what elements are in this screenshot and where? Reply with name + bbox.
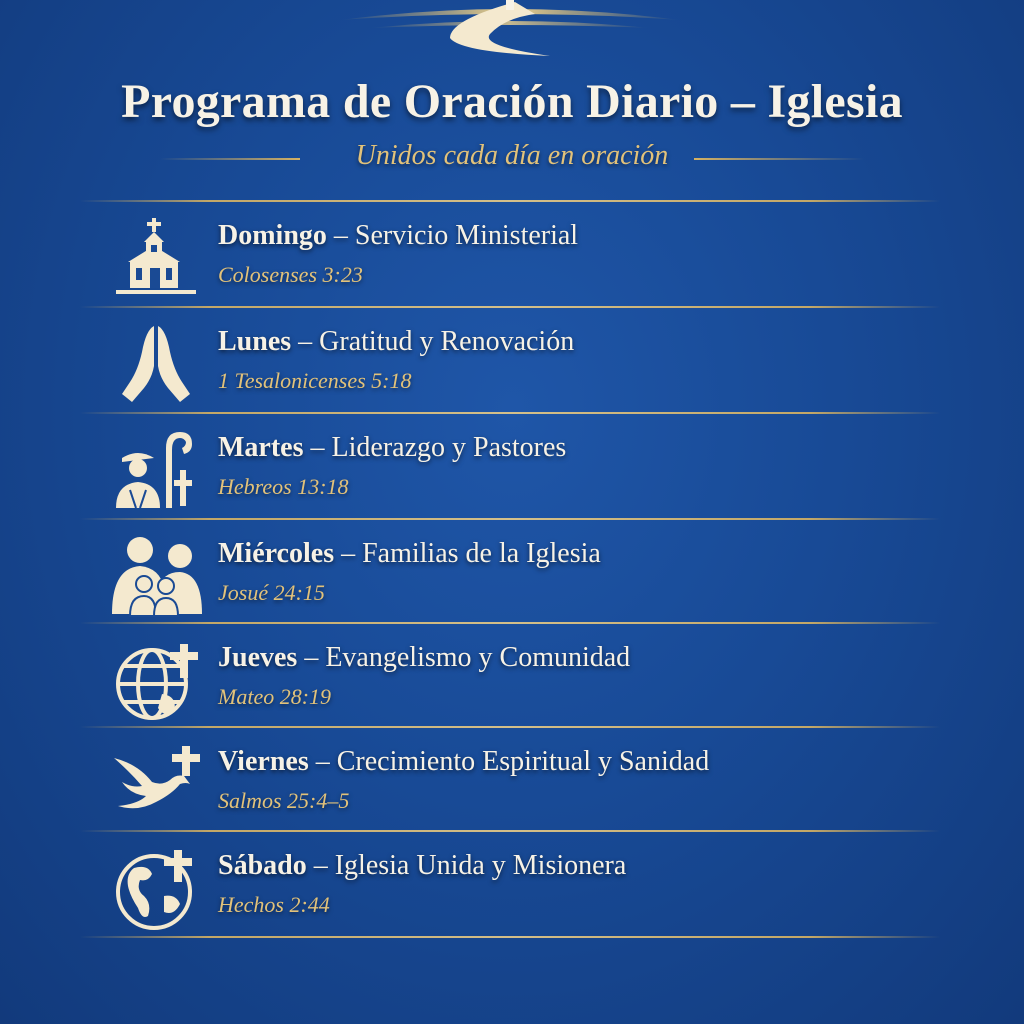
prayer-theme: Servicio Ministerial (354, 220, 579, 251)
title-separator: – (306, 850, 335, 881)
bible-verse: Salmos 25:4–5 (218, 788, 350, 813)
schedule-item-jueves (100, 626, 940, 730)
prayer-theme: Evangelismo y Comunidad (325, 642, 631, 673)
title-separator: – (297, 642, 326, 673)
schedule-item-lunes (100, 310, 940, 414)
prayer-theme: Crecimiento Espiritual y Sanidad (336, 746, 710, 777)
praying-hands-icon (108, 322, 204, 406)
pastor-staff-icon (108, 428, 204, 512)
schedule-item-sabado (100, 834, 940, 938)
divider (80, 518, 940, 520)
bible-verse: Hechos 2:44 (218, 892, 330, 917)
path-light-ornament-icon (330, 0, 690, 62)
title-separator: – (334, 538, 363, 569)
day-name: Martes (218, 432, 304, 463)
day-name: Jueves (218, 642, 298, 673)
title-separator: – (291, 326, 320, 357)
schedule-item-martes (100, 416, 940, 520)
divider (80, 200, 940, 202)
schedule-title (218, 642, 630, 674)
day-name: Miércoles (218, 538, 335, 569)
page-subtitle: Unidos cada día en oración (355, 140, 669, 171)
globe-cross-icon (108, 638, 204, 722)
divider (80, 306, 940, 308)
divider (80, 412, 940, 414)
title-separator: – (308, 746, 337, 777)
divider (80, 726, 940, 728)
schedule-title (218, 850, 626, 882)
bible-verse: 1 Tesalonicenses 5:18 (218, 368, 412, 393)
schedule-item-viernes (100, 730, 940, 834)
prayer-theme: Familias de la Iglesia (362, 538, 601, 569)
schedule-title (218, 746, 709, 778)
title-separator: – (303, 432, 332, 463)
title-separator: – (326, 220, 355, 251)
subtitle-line-right (694, 158, 864, 160)
schedule-title (218, 326, 574, 358)
divider (80, 936, 940, 938)
page-title: Programa de Oración Diario – Iglesia (121, 75, 903, 128)
subtitle-row (140, 140, 884, 180)
church-icon (108, 216, 204, 300)
family-icon (108, 534, 204, 618)
prayer-theme: Iglesia Unida y Misionera (334, 850, 627, 881)
prayer-theme: Gratitud y Renovación (319, 326, 575, 357)
bible-verse: Josué 24:15 (218, 580, 325, 605)
divider (80, 622, 940, 624)
bible-verse: Hebreos 13:18 (218, 474, 349, 499)
schedule-item-miercoles (100, 522, 940, 626)
bible-verse: Colosenses 3:23 (218, 262, 363, 287)
schedule-item-domingo (100, 204, 940, 308)
day-name: Viernes (218, 746, 309, 777)
earth-cross-icon (108, 846, 204, 930)
bible-verse: Mateo 28:19 (218, 684, 332, 709)
day-name: Domingo (218, 220, 327, 251)
dove-cross-icon (108, 742, 204, 826)
day-name: Lunes (218, 326, 292, 357)
schedule-title (218, 432, 566, 464)
day-name: Sábado (218, 850, 307, 881)
schedule-title (218, 220, 578, 252)
divider (80, 830, 940, 832)
prayer-theme: Liderazgo y Pastores (331, 432, 567, 463)
schedule-title (218, 538, 601, 570)
